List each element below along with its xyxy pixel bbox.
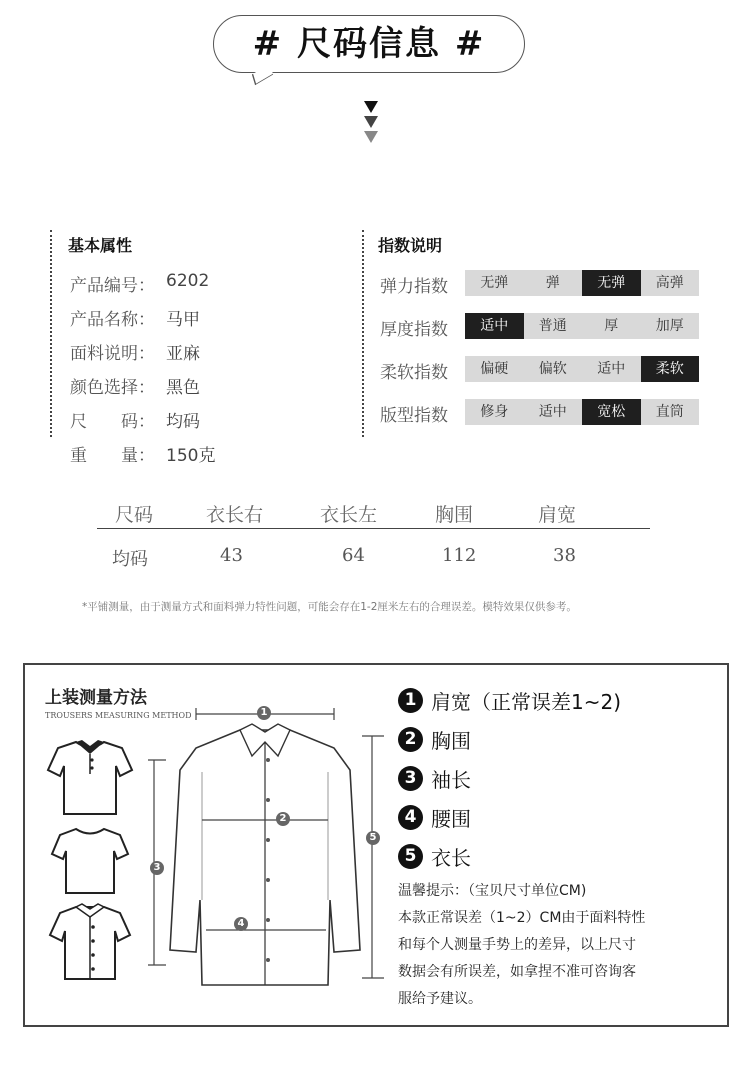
tip-line: 和每个人测量手势上的差异，以上尺寸 [398,937,636,953]
measure-item [398,803,471,832]
index-bar [465,399,699,425]
property-value: 马甲 [166,310,200,330]
property-label: 尺 码： [70,412,155,432]
property-value: 均码 [166,412,200,432]
table-divider [97,528,650,529]
tip-line: 本款正常误差（1~2）CM由于面料特性 [398,910,646,926]
property-value: 亚麻 [166,344,200,364]
measure-item [398,725,471,754]
size-table-header: 尺码 [115,504,154,526]
button-shirt-icon [48,903,132,983]
size-table-row-label: 均码 [112,549,148,570]
page-title: # 尺码信息 # [252,24,486,64]
index-label: 柔软指数 [380,363,448,383]
measure-item [398,764,471,793]
index-option: 偏软 [538,361,567,377]
index-option-selected: 无弹 [582,270,641,296]
index-option-selected: 柔软 [641,356,700,382]
measure-item-label: 胸围 [431,729,471,753]
size-table-cell: 38 [553,545,576,566]
index-option: 高弹 [655,275,684,291]
index-divider [362,230,364,437]
property-label: 重 量： [70,446,155,466]
tshirt-icon [50,826,130,896]
marker-badge: 3 [150,861,164,875]
size-table-header: 衣长左 [320,504,378,526]
size-table-cell: 43 [220,545,243,566]
measure-item-label: 衣长 [431,846,471,870]
arrow-down-icon [364,131,378,143]
measure-item [398,842,471,871]
number-badge: 5 [398,844,423,869]
index-option: 适中 [538,404,567,420]
number-badge: 3 [398,766,423,791]
property-label: 产品名称： [70,310,155,330]
index-option: 适中 [597,361,626,377]
number-badge: 1 [398,688,423,713]
marker-badge: 4 [234,917,248,931]
index-label: 厚度指数 [380,320,448,340]
index-option: 无弹 [480,275,509,291]
marker-badge: 2 [276,812,290,826]
basic-title: 基本属性 [68,236,133,255]
number-badge: 4 [398,805,423,830]
index-bar [465,313,699,339]
measure-item-label: 腰围 [431,807,471,831]
property-label: 产品编号： [70,276,155,296]
index-title: 指数说明 [378,236,443,255]
size-table-header: 衣长右 [206,504,264,526]
basic-divider [50,230,52,437]
measure-item [398,686,621,715]
marker-badge: 5 [366,831,380,845]
measure-note: *平铺测量，由于测量方式和面料弹力特性问题，可能会存在1-2厘米左右的合理误差。模特效果仅供参考。 [82,601,577,613]
tip-line: 温馨提示：（宝贝尺寸单位CM) [398,883,587,899]
index-option: 厚 [604,318,619,334]
index-bar [465,356,699,382]
index-bar [465,270,699,296]
index-option: 普通 [538,318,567,334]
size-table-header: 胸围 [435,504,474,526]
measure-item-label: 袖长 [431,768,471,792]
arrow-down-icon [364,116,378,128]
property-value: 150克 [166,446,216,466]
number-badge: 2 [398,727,423,752]
property-value: 黑色 [166,378,200,398]
property-value: 6202 [166,271,210,291]
index-label: 弹力指数 [380,277,448,297]
index-label: 版型指数 [380,406,448,426]
marker-badge: 1 [257,706,271,720]
polo-shirt-icon [46,738,134,818]
property-label: 颜色选择： [70,378,155,398]
index-option-selected: 宽松 [582,399,641,425]
shirt-measure-diagram [140,700,390,990]
index-option: 直筒 [655,404,684,420]
measure-title: 上装测量方法 [45,688,147,708]
property-label: 面料说明： [70,344,155,364]
arrow-down-icon [364,101,378,113]
measure-item-label: 肩宽（正常误差1~2) [431,690,622,714]
index-option: 偏硬 [480,361,509,377]
index-option-selected: 适中 [465,313,524,339]
index-option: 修身 [480,404,509,420]
size-table-header: 肩宽 [538,504,577,526]
tip-line: 服给予建议。 [398,991,482,1007]
index-option: 弹 [545,275,560,291]
measure-subtitle: TROUSERS MEASURING METHOD [45,711,192,720]
index-option: 加厚 [655,318,684,334]
size-table-cell: 64 [342,545,365,566]
size-table-cell: 112 [442,545,477,566]
tip-line: 数据会有所误差，如拿捏不准可咨询客 [398,964,636,980]
